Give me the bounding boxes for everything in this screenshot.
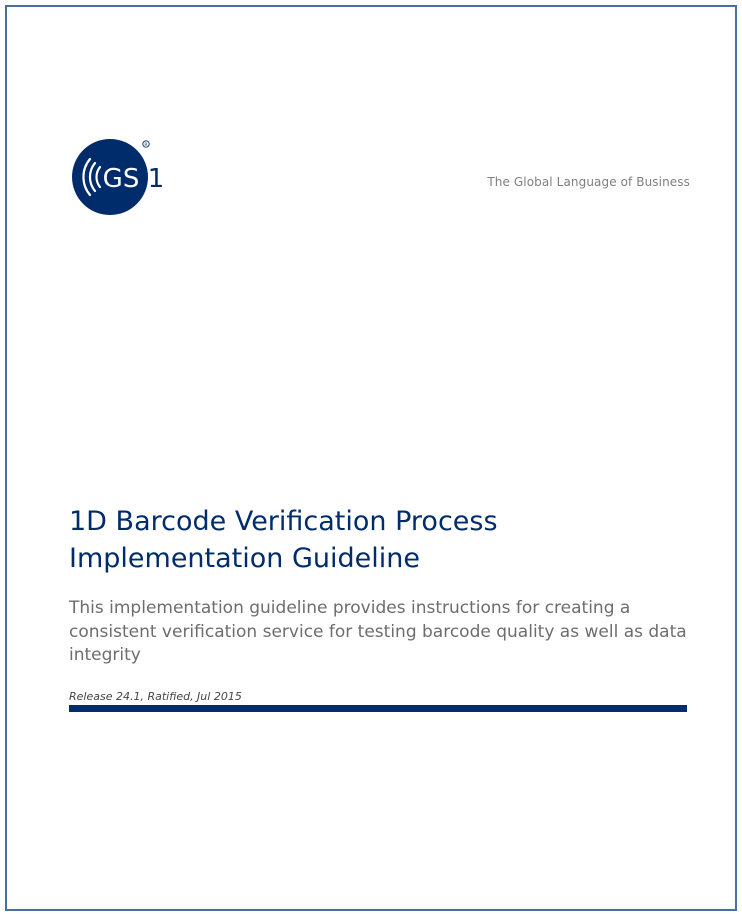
tagline: The Global Language of Business [487, 175, 690, 189]
gs1-logo [70, 135, 174, 219]
release-info: Release 24.1, Ratified, Jul 2015 [69, 690, 242, 703]
svg-text:GS: GS [102, 164, 140, 194]
document-title [69, 503, 498, 577]
cover-page [5, 5, 737, 911]
document-subtitle: This implementation guideline provides instructions for creating a consistent verification service for testing barcode quality as well as data integrity [69, 598, 687, 665]
title-divider [69, 705, 687, 712]
title-line-2: Implementation Guideline [69, 543, 420, 574]
title-line-1: 1D Barcode Verification Process [69, 506, 498, 537]
svg-text:R: R [144, 142, 148, 148]
svg-text:1: 1 [147, 164, 165, 194]
